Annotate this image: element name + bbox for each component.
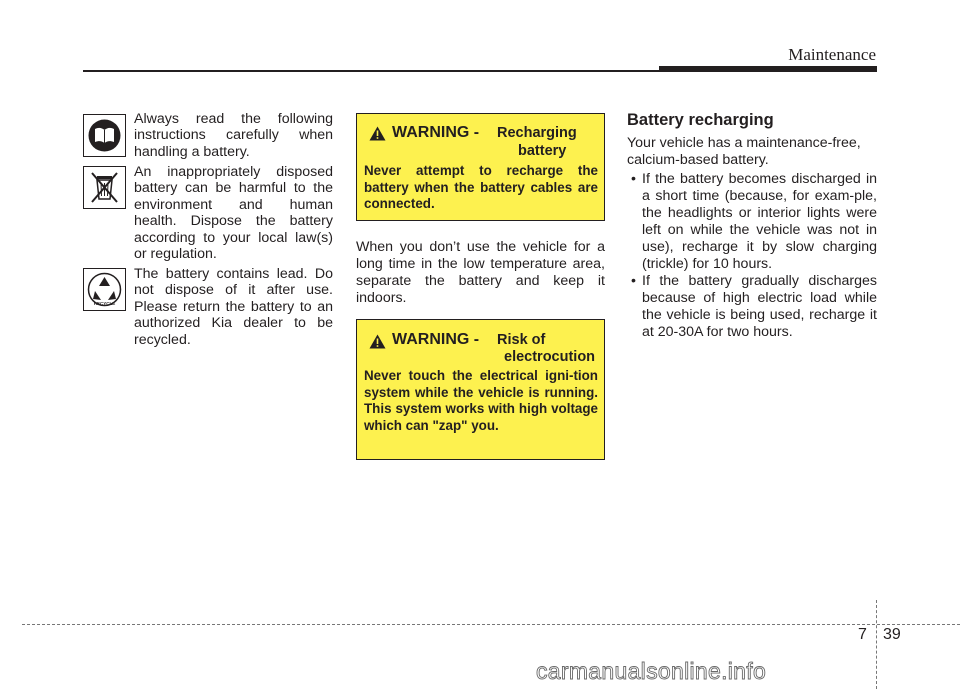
page-number: 39 <box>883 626 901 643</box>
warning-subtitle-line1: Risk of <box>497 332 546 348</box>
list-item <box>631 171 877 273</box>
warning-subtitle-line1: Recharging <box>497 125 577 141</box>
note-disposal: An inappropriately disposed battery can be harmful to the environment and human health. Dispose the battery according to your local law(s) or regulation. <box>134 164 333 263</box>
list-item-text: If the battery becomes discharged in a short time (because, for exam-ple, the headlights or interior lights were left on while the vehicle was not in use), recharge it by slow charging (trickle) for 10 hours. <box>642 171 877 272</box>
footer-vertical-rule <box>876 600 877 689</box>
warning-subtitle-line2: battery <box>518 143 567 159</box>
section-header-title: Maintenance <box>788 45 876 64</box>
manual-book-icon <box>83 114 126 157</box>
section-title: Battery recharging <box>627 111 774 129</box>
warning-subtitle-line2: electrocution <box>504 349 596 365</box>
warning-triangle-icon <box>369 334 386 349</box>
list-item-text: If the battery gradually discharges because of high electric load while the vehicle is being used, recharge it at 20-30A for two hours. <box>642 273 877 340</box>
warning-label: WARNING - <box>392 331 480 348</box>
intro-paragraph: Your vehicle has a maintenance-free, calcium-based battery. <box>627 135 861 168</box>
note-read-instructions: Always read the following instructions carefully when handling a battery. <box>134 111 333 160</box>
watermark-text: carmanualsonline.info <box>536 658 767 684</box>
warning-body-text: Never attempt to recharge the battery when the battery cables are connected. <box>364 163 598 212</box>
warning-triangle-icon <box>369 126 386 141</box>
bullet-marker: • <box>631 273 636 289</box>
list-item <box>631 273 877 341</box>
warning-body-text: Never touch the electrical igni-tion system while the vehicle is running. This system works with high voltage which can "zap" you. <box>364 368 598 433</box>
recycle-icon <box>83 268 126 311</box>
warning-box-recharging <box>356 113 605 221</box>
footer-dashed-rule <box>22 624 960 625</box>
warning-label: WARNING - <box>392 124 480 141</box>
recycle-icon-label: RECYCLE <box>93 301 116 306</box>
bullet-marker: • <box>631 171 636 187</box>
crossed-out-bin-icon <box>83 166 126 209</box>
chapter-number: 7 <box>858 626 867 643</box>
header-tab-bar <box>659 66 877 72</box>
note-lead-recycle: The battery contains lead. Do not dispose of it after use. Please return the battery to an authorized Kia dealer to be recycled. <box>134 266 333 348</box>
warning-header <box>357 320 604 368</box>
storage-paragraph: When you don’t use the vehicle for a long time in the low temperature area, separate the battery and keep it indoors. <box>356 239 605 306</box>
warning-box-electrocution <box>356 319 605 460</box>
warning-header <box>357 114 604 163</box>
